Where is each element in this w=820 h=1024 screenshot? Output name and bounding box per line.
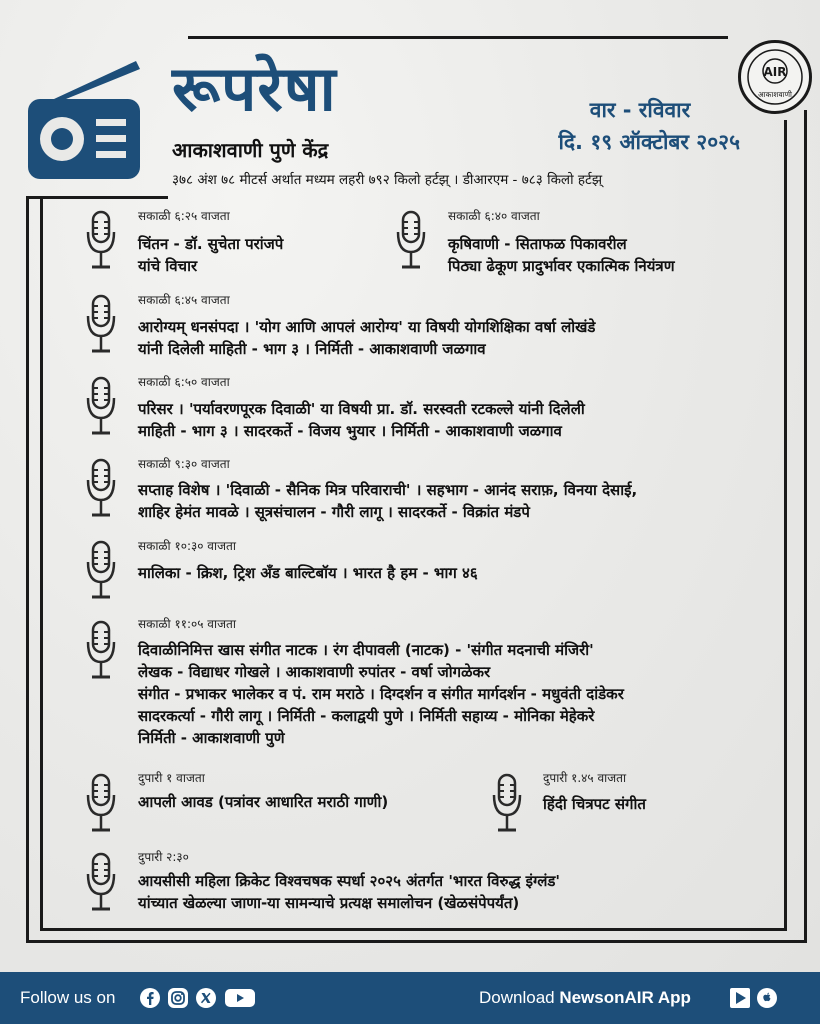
program-line: कृषिवाणी - सिताफळ पिकावरील	[448, 235, 627, 253]
air-emblem-icon	[745, 47, 805, 107]
frame-left-top-line	[26, 196, 168, 199]
microphone-icon	[84, 620, 118, 684]
program-line: निर्मिती - आकाशवाणी पुणे	[138, 729, 285, 747]
program-time: सकाळी ६:४० वाजता	[448, 209, 540, 223]
microphone-icon	[490, 773, 524, 837]
program-title	[138, 479, 637, 523]
program-title	[138, 870, 560, 914]
program-title	[138, 398, 585, 442]
download-app-text[interactable]	[479, 988, 691, 1008]
facebook-icon[interactable]	[139, 987, 161, 1009]
program-line: हिंदी चित्रपट संगीत	[543, 795, 646, 813]
program-line: लेखक - विद्याधर गोखले । आकाशवाणी रुपांतर - वर्षा जोगळेकर	[138, 663, 491, 681]
program-line: आरोग्यम् धनसंपदा । 'योग आणि आपलं आरोग्य' या विषयी योगशिक्षिका वर्षा लोखंडे	[138, 318, 596, 336]
program-title	[543, 793, 646, 815]
program-line: मालिका - क्रिश, ट्रिश अँड बाल्टिबॉय । भारत है हम - भाग ४६	[138, 564, 478, 582]
frame-right-outer-line	[804, 110, 807, 942]
station-name: आकाशवाणी पुणे केंद्र	[172, 138, 329, 162]
frame-left-outer-line	[26, 196, 29, 942]
program-line: यांच्यात खेळल्या जाणा-या सामन्याचे प्रत्यक्ष समालोचन (खेळसंपेपर्यंत)	[138, 894, 520, 912]
frame-top-line	[188, 36, 728, 39]
apple-store-icon[interactable]	[756, 987, 778, 1009]
air-logo	[738, 40, 812, 114]
program-title	[138, 316, 595, 360]
frame-left-inner-line	[40, 196, 43, 930]
download-prefix: Download	[479, 988, 560, 1007]
follow-us-label: Follow us on	[20, 988, 116, 1007]
schedule-date: दि. १९ ऑक्टोबर २०२५	[558, 130, 740, 154]
frequency-info: ३७८ अंश ७८ मीटर्स अर्थात मध्यम लहरी ७९२ किलो हर्टझ् । डीआरएम - ७८३ किलो हर्टझ्	[172, 172, 603, 188]
microphone-icon	[394, 210, 428, 274]
microphone-icon	[84, 773, 118, 837]
program-title	[138, 562, 478, 584]
x-twitter-icon[interactable]	[195, 987, 217, 1009]
program-time: सकाळी ९:३० वाजता	[138, 457, 230, 471]
program-line: आपली आवड (पत्रांवर आधारित मराठी गाणी)	[138, 793, 389, 811]
program-time: सकाळी ११:०५ वाजता	[138, 617, 236, 631]
svg-text:AIR: AIR	[763, 65, 787, 79]
program-line: आयसीसी महिला क्रिकेट विश्वचषक स्पर्धा २०२५ अंतर्गत 'भारत विरुद्ध इंग्लंड'	[138, 872, 561, 890]
microphone-icon	[84, 294, 118, 358]
program-time: सकाळी ६:४५ वाजता	[138, 293, 230, 307]
program-time: दुपारी १ वाजता	[138, 771, 205, 785]
program-line: शाहिर हेमंत मावळे । सूत्रसंचालन - गौरी लागू । सादरकर्ते - विक्रांत मंडपे	[138, 503, 530, 521]
program-time: दुपारी २:३०	[138, 850, 189, 864]
program-time: सकाळी ६:२५ वाजता	[138, 209, 230, 223]
program-line: यांचे विचार	[138, 257, 198, 275]
program-line: संगीत - प्रभाकर भालेकर व पं. राम मराठे । दिग्दर्शन व संगीत मार्गदर्शन - मधुवंती दांडेकर	[138, 685, 624, 703]
radio-icon	[22, 55, 147, 183]
program-line: सादरकर्त्या - गौरी लागू । निर्मिती - कलाद्वयी पुणे । निर्मिती सहाय्य - मोनिका मेहेकरे	[138, 707, 595, 725]
program-line: माहिती - भाग ३ । सादरकर्ते - विजय भुयार । निर्मिती - आकाशवाणी जळगाव	[138, 422, 562, 440]
program-time: सकाळी ६:५० वाजता	[138, 375, 230, 389]
program-line: चिंतन - डॉ. सुचेता परांजपे	[138, 235, 284, 253]
download-app-name: NewsonAIR App	[559, 988, 691, 1007]
microphone-icon	[84, 540, 118, 604]
frame-bottom-outer-line	[26, 940, 807, 943]
logo-caption: आकाशवाणी	[758, 90, 792, 99]
program-title	[138, 639, 624, 749]
program-line: पिठ्या ढेकूण प्रादुर्भावर एकात्मिक नियंत्रण	[448, 257, 675, 275]
youtube-icon[interactable]	[224, 987, 256, 1009]
play-store-icon[interactable]	[729, 987, 751, 1009]
program-line: दिवाळीनिमित्त खास संगीत नाटक । रंग दीपावली (नाटक) - 'संगीत मदनाची मंजिरी'	[138, 641, 594, 659]
microphone-icon	[84, 376, 118, 440]
program-title	[138, 233, 283, 277]
schedule-day: वार - रविवार	[589, 98, 691, 122]
microphone-icon	[84, 458, 118, 522]
page-title: रूपरेषा	[172, 52, 337, 125]
frame-right-inner-line	[784, 120, 787, 930]
program-line: परिसर । 'पर्यावरणपूरक दिवाळी' या विषयी प्रा. डॉ. सरस्वती रटकल्ले यांनी दिलेली	[138, 400, 585, 418]
program-time: दुपारी १.४५ वाजता	[543, 771, 627, 785]
program-title	[448, 233, 675, 277]
frame-bottom-inner-line	[40, 928, 787, 931]
footer-bar	[0, 972, 820, 1024]
microphone-icon	[84, 852, 118, 916]
program-title	[138, 791, 388, 813]
instagram-icon[interactable]	[167, 987, 189, 1009]
program-line: यांनी दिलेली माहिती - भाग ३ । निर्मिती - आकाशवाणी जळगाव	[138, 340, 486, 358]
microphone-icon	[84, 210, 118, 274]
program-line: सप्ताह विशेष । 'दिवाळी - सैनिक मित्र परिवाराची' । सहभाग - आनंद सराफ़, विनया देसाई,	[138, 481, 638, 499]
program-time: सकाळी १०:३० वाजता	[138, 539, 236, 553]
